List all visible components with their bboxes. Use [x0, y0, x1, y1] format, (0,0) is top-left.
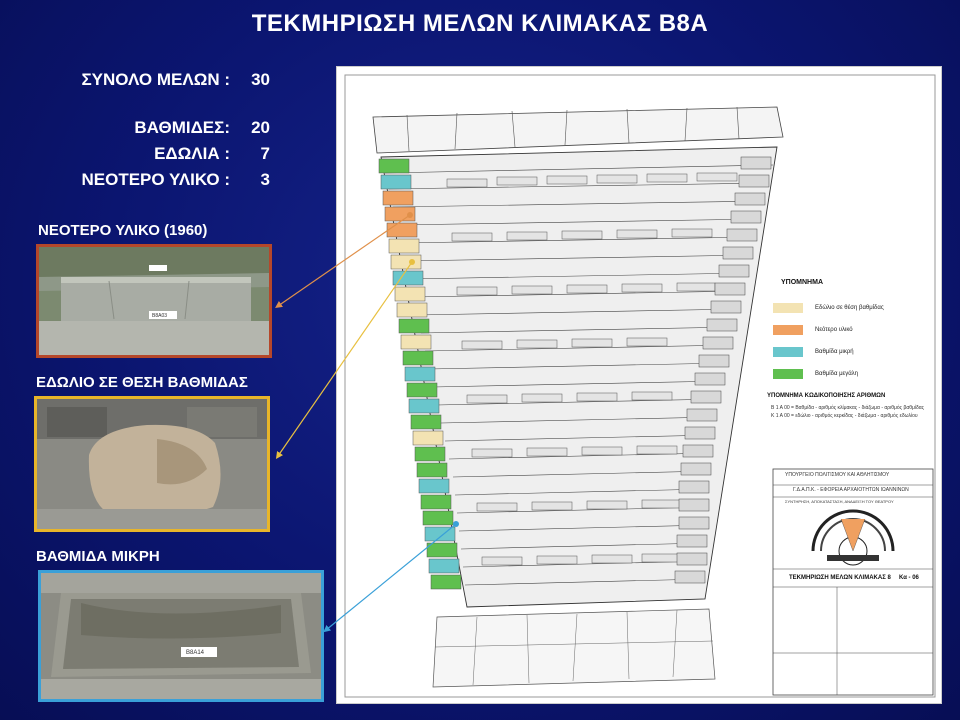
- title-block-sheet-title: ΤΕΚΜΗΡΙΩΣΗ ΜΕΛΩΝ ΚΛΙΜΑΚΑΣ 8: [789, 575, 891, 581]
- photo-small-step-image: [41, 573, 321, 699]
- title-block-ministry: ΥΠΟΥΡΓΕΙΟ ΠΟΛΙΤΙΣΜΟΥ ΚΑΙ ΑΘΛΗΤΙΣΜΟΥ: [785, 472, 890, 478]
- photo-newer-material: [36, 244, 272, 358]
- code-legend-line-1: Β 1 Α 00 = Βαθμίδα - αριθμός κλίμακας - διάζωμα - αριθμός βαθμίδας: [771, 405, 925, 411]
- legend-label-megali: Βαθμίδα μεγάλη: [815, 371, 859, 377]
- title-block-sheet-no: Κα - 06: [899, 575, 919, 581]
- photo-tag-b8a03: B8A03: [152, 313, 168, 319]
- legend-title: ΥΠΟΜΝΗΜΑ: [781, 279, 823, 286]
- architectural-drawing: [336, 66, 942, 704]
- photo-title-small-step: ΒΑΘΜΙΔΑ ΜΙΚΡΗ: [36, 548, 160, 565]
- stat-newer-material: ΝΕΟΤΕΡΟ ΥΛΙΚΟ : 3: [81, 170, 270, 189]
- photo-small-step: [38, 570, 324, 702]
- stat-total-members: ΣΥΝΟΛΟ ΜΕΛΩΝ : 30: [81, 70, 270, 89]
- legend-swatch-edolio: [773, 303, 803, 313]
- photo-tag-b8a14: B8A14: [186, 650, 205, 656]
- legend-label-neotero: Νεότερο υλικό: [815, 327, 853, 333]
- title-block-office: Γ.Δ.Α.Π.Κ. - ΕΦΟΡΕΙΑ ΑΡΧΑΙΟΤΗΤΩΝ ΙΩΑΝΝΙΝΩΝ: [793, 487, 909, 493]
- stat-steps: ΒΑΘΜΙΔΕΣ: 20: [134, 118, 270, 137]
- drawing-plan: [337, 67, 943, 705]
- code-legend-line-2: Κ 1 Α 00 = εδώλιο - αριθμός κερκίδας - διάζωμα - αριθμός εδωλίου: [771, 413, 918, 419]
- legend-label-edolio: Εδώλιο σε θέση βαθμίδας: [815, 305, 884, 311]
- photo-newer-material-image: [39, 247, 269, 355]
- title-block-project: ΣΥΝΤΗΡΗΣΗ, ΑΠΟΚΑΤΑΣΤΑΣΗ, ΑΝΑΔΕΙΞΗ ΤΟΥ ΘΕΑΤΡΟΥ: [785, 499, 894, 504]
- photo-seat-step: [34, 396, 270, 532]
- stat-seats: ΕΔΩΛΙΑ : 7: [154, 144, 270, 163]
- legend-swatch-megali: [773, 369, 803, 379]
- photo-seat-step-image: [37, 399, 267, 529]
- photo-title-seat-step: ΕΔΩΛΙΟ ΣΕ ΘΕΣΗ ΒΑΘΜΙΔΑΣ: [36, 374, 248, 391]
- code-legend-title: ΥΠΟΜΝΗΜΑ ΚΩΔΙΚΟΠΟΙΗΣΗΣ ΑΡΙΘΜΩΝ: [767, 393, 886, 399]
- legend-swatch-mikri: [773, 347, 803, 357]
- legend-swatch-neotero: [773, 325, 803, 335]
- photo-title-newer-material: ΝΕΟΤΕΡΟ ΥΛΙΚΟ (1960): [38, 222, 208, 239]
- slide-title: ΤΕΚΜΗΡΙΩΣΗ ΜΕΛΩΝ ΚΛΙΜΑΚΑΣ Β8Α: [251, 10, 709, 37]
- legend-label-mikri: Βαθμίδα μικρή: [815, 349, 854, 355]
